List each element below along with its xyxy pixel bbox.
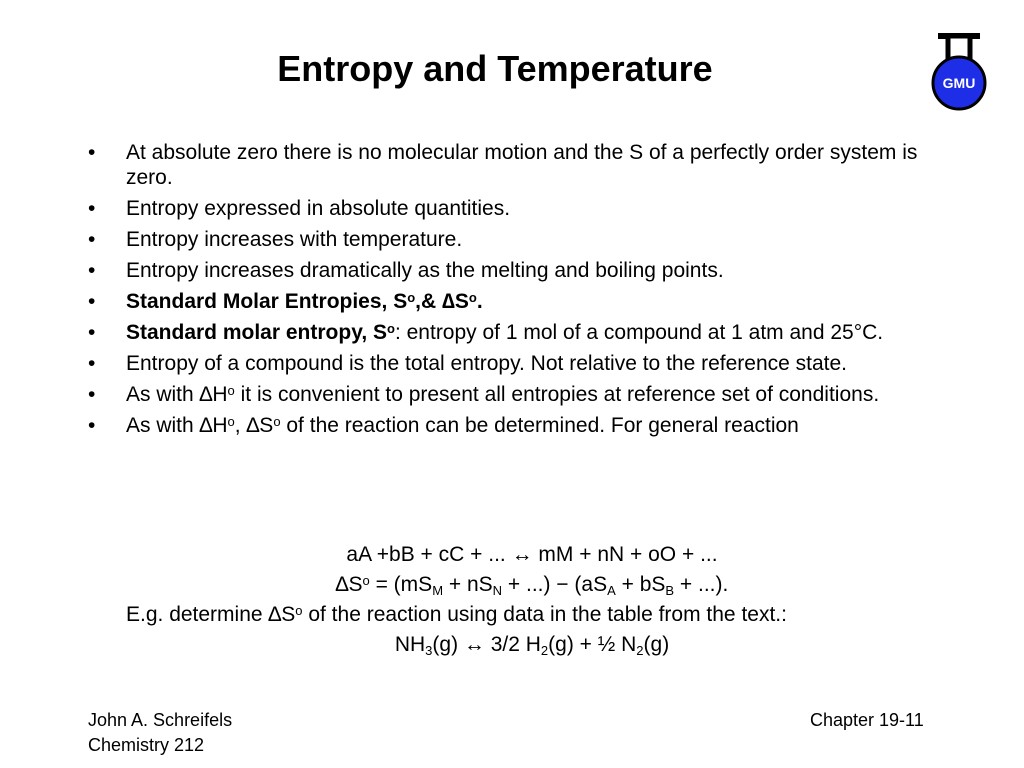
logo-text: GMU: [942, 75, 976, 91]
bullet-marker: •: [88, 228, 96, 251]
footer-chapter: Chapter 19-11: [810, 710, 924, 730]
list-item: [88, 351, 938, 376]
bullet-text: Entropy of a compound is the total entropy. Not relative to the reference state.: [126, 352, 848, 375]
list-item: [88, 258, 938, 283]
bullet-list: [88, 140, 938, 444]
bullet-marker: •: [88, 141, 96, 164]
bullet-marker: •: [88, 259, 96, 282]
footer-author: John A. Schreifels: [88, 710, 233, 730]
example-instruction: E.g. determine $\Delta S^o$ of the reaction using data in the table from the text.:: [126, 603, 787, 626]
list-item: [88, 227, 938, 252]
bullet-text: As with ∆H: [126, 383, 228, 406]
bullet-bold-text: Standard Molar Entropies, S: [126, 290, 408, 313]
bullet-marker: •: [88, 414, 96, 437]
footer-course: Chemistry 212: [88, 735, 205, 755]
bullet-text: it is convenient to present all entropies at reference set of conditions.: [234, 383, 880, 406]
gmu-flask-logo: [926, 30, 992, 112]
bullet-text: , ∆S: [234, 414, 274, 437]
superscript-o: o: [227, 383, 235, 398]
entropy-change-equation: $\Delta S^o = (mS_M + nS_N$ + ...) − ($aS_A + bS_B$ + ...).: [335, 573, 729, 598]
bullet-marker: •: [88, 352, 96, 375]
bullet-text: At absolute zero there is no molecular motion and the S of a perfectly order system is zero.: [126, 141, 918, 189]
list-item: [88, 413, 938, 438]
bullet-text: of the reaction can be determined. For general reaction: [280, 414, 799, 437]
bullet-marker: •: [88, 321, 96, 344]
bullet-text: : entropy of 1 mol of a compound at 1 atm and 25°C.: [394, 321, 884, 344]
bullet-bold-text: .: [476, 290, 483, 313]
bullet-bold-text: Standard molar entropy, S: [126, 321, 387, 344]
list-item: [88, 382, 938, 407]
bullet-text: Entropy increases with temperature.: [126, 228, 463, 251]
example-reaction: $NH_3(g)$ ↔ 3/2 $H_2(g)$ + ½ $N_2(g)$: [394, 633, 670, 658]
bullet-marker: •: [88, 197, 96, 220]
superscript-o: o: [468, 290, 477, 305]
equations-block: [126, 540, 938, 660]
bullet-marker: •: [88, 383, 96, 406]
superscript-o: o: [407, 290, 416, 305]
bullet-text: As with ∆H: [126, 414, 228, 437]
bullet-text: Entropy increases dramatically as the melting and boiling points.: [126, 259, 724, 282]
bullet-text: Entropy expressed in absolute quantities.: [126, 197, 511, 220]
slide-title: Entropy and Temperature: [277, 48, 713, 89]
bullet-bold-text: ,& ∆S: [415, 290, 469, 313]
superscript-o: o: [227, 414, 235, 429]
list-item: [88, 196, 938, 221]
footer-left: [88, 708, 232, 758]
list-item: [88, 140, 938, 190]
superscript-o: o: [273, 414, 281, 429]
general-reaction-equation: aA +bB + cC + ... ↔ mM + nN + oO + ...: [346, 543, 718, 566]
list-item: [88, 289, 938, 314]
superscript-o: o: [387, 321, 395, 336]
list-item: [88, 320, 938, 345]
bullet-marker: •: [88, 290, 96, 313]
